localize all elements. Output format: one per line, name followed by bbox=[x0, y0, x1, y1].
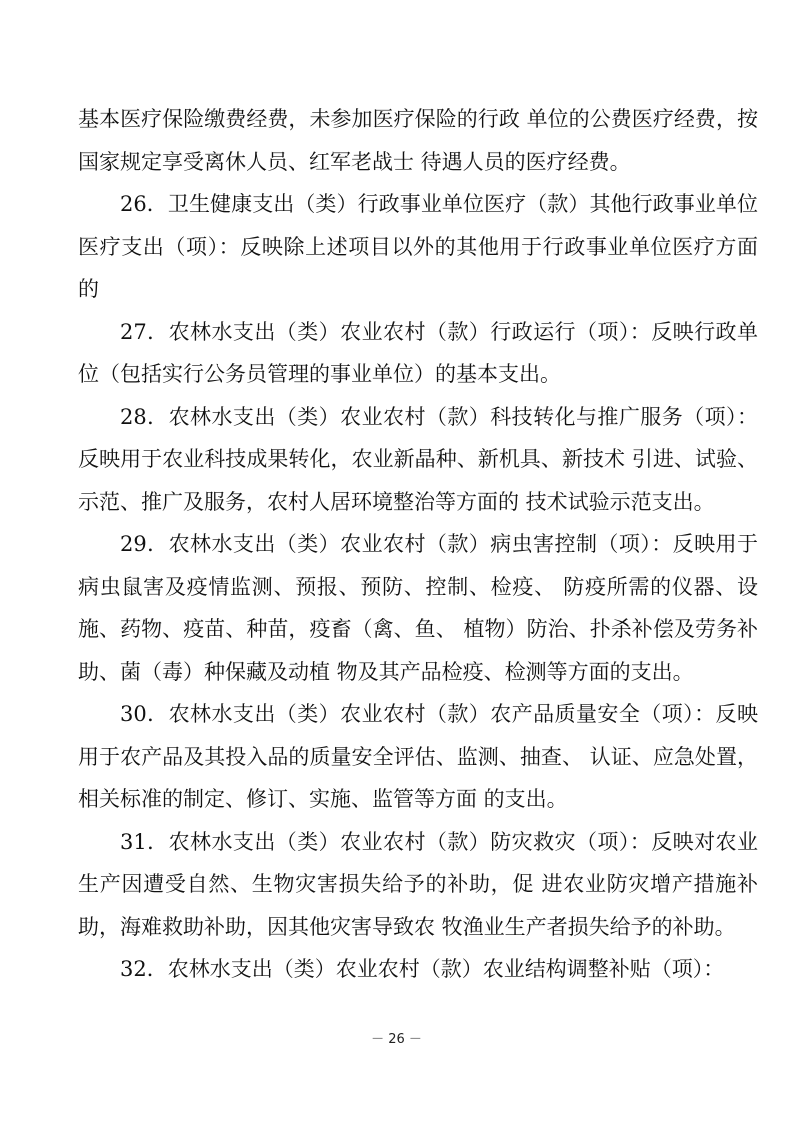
paragraph-item-26: 26．卫生健康支出（类）行政事业单位医疗（款）其他行政事业单位医疗支出（项）：反映除上述项目以外的其他用于行政事业单位医疗方面的 bbox=[78, 192, 758, 301]
paragraph-item-30: 30．农林水支出（类）农业农村（款）农产品质量安全（项）：反映用于农产品及其投入品的质量安全评估、监测、抽查、 认证、应急处置，相关标准的制定、修订、实施、监管等方面 的支出。 bbox=[78, 702, 758, 811]
document-body bbox=[78, 98, 758, 991]
paragraph-item-29: 29．农林水支出（类）农业农村（款）病虫害控制（项）：反映用于病虫鼠害及疫情监测、预报、预防、控制、检疫、 防疫所需的仪器、设施、药物、疫苗、种苗，疫畜（禽、鱼、 植物）防治、扑杀补偿及劳务补助、菌（毒）种保藏及动植 物及其产品检疫、检测等方面的支出。 bbox=[78, 532, 758, 684]
paragraph-item-32: 32．农林水支出（类）农业农村（款）农业结构调整补贴（项）： bbox=[120, 957, 725, 981]
paragraph-item-31: 31．农林水支出（类）农业农村（款）防灾救灾（项）：反映对农业生产因遭受自然、生物灾害损失给予的补助，促 进农业防灾增产措施补助，海难救助补助，因其他灾害导致农 牧渔业生产者损失给予的补助。 bbox=[78, 829, 758, 939]
paragraph-item-28: 28．农林水支出（类）农业农村（款）科技转化与推广服务（项）：反映用于农业科技成果转化，农业新晶种、新机具、新技术 引进、试验、示范、推广及服务，农村人居环境整治等方面的 技术试验示范支出。 bbox=[78, 404, 758, 514]
paragraph-continuation: 基本医疗保险缴费经费，未参加医疗保险的行政 单位的公费医疗经费，按国家规定享受离休人员、红军老战士 待遇人员的医疗经费。 bbox=[78, 107, 758, 174]
paragraph-item-27: 27．农林水支出（类）农业农村（款）行政运行（项）：反映行政单位（包括实行公务员管理的事业单位）的基本支出。 bbox=[78, 319, 758, 386]
page-number: － 26 － bbox=[371, 1032, 422, 1047]
